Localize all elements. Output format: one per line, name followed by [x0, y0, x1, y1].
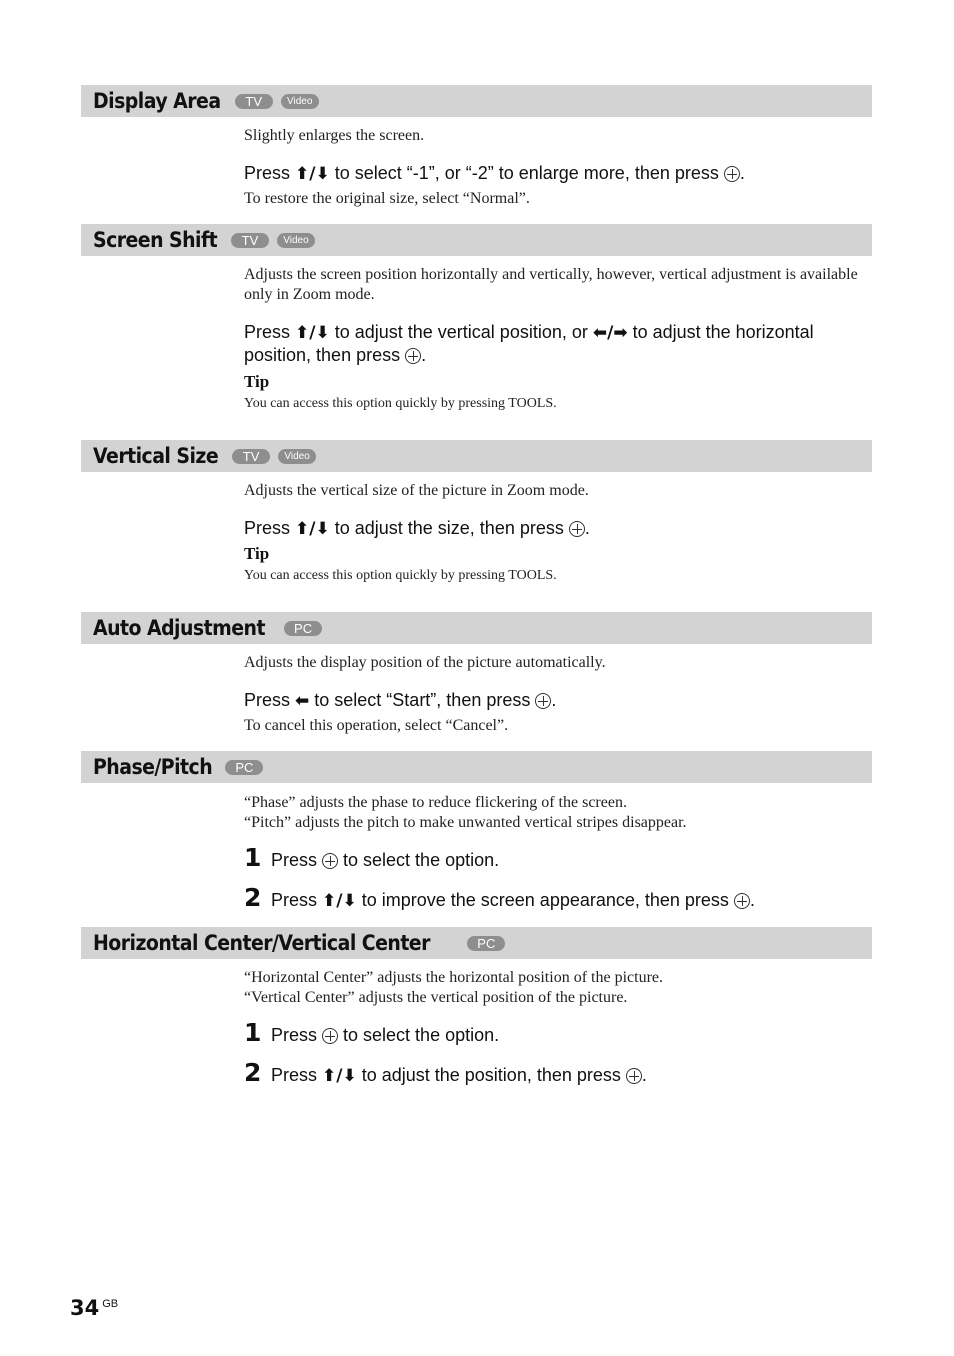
video-badge: Video [277, 233, 315, 248]
description-line: “Horizontal Center” adjusts the horizontal position of the picture. [244, 969, 663, 986]
enter-button-icon [322, 1028, 338, 1044]
section-header [81, 927, 872, 959]
pc-badge: PC [284, 621, 322, 636]
enter-button-icon [405, 348, 421, 364]
section-auto-adjustment [81, 612, 872, 736]
section-header [81, 612, 872, 644]
tip-label: Tip [244, 544, 270, 563]
left-right-arrow-icon: ⬅/➡ [592, 323, 628, 343]
step-2: 2 Press ⬆/⬇ to improve the screen appearance, then press . [244, 883, 755, 912]
page-suffix: GB [102, 1298, 119, 1310]
up-down-arrow-icon: ⬆/⬇ [295, 323, 330, 343]
section-title: Auto Adjustment [93, 616, 265, 640]
tip-label: Tip [244, 372, 270, 391]
section-description: Adjusts the screen position horizontally and vertically, however, vertical adjustment is available only in Zoom mode. [244, 266, 858, 303]
section-title: Phase/Pitch [93, 755, 213, 779]
note: To cancel this operation, select “Cancel”. [244, 717, 509, 734]
section-description: Slightly enlarges the screen. [244, 127, 425, 144]
instruction: Press ⬅ to select “Start”, then press . [244, 690, 557, 711]
section-phase-pitch [81, 751, 872, 912]
tip-text: You can access this option quickly by pressing TOOLS. [244, 568, 557, 583]
section-header [81, 751, 872, 783]
tv-badge: TV [235, 94, 273, 109]
tv-badge: TV [231, 233, 269, 248]
section-horizontal-vertical-center [81, 927, 872, 1087]
step-1: 1 Press to select the option. [244, 1018, 500, 1047]
video-badge: Video [281, 94, 319, 109]
section-description: Adjusts the vertical size of the picture in Zoom mode. [244, 482, 589, 499]
tv-badge: TV [232, 449, 270, 464]
step-1: 1 Press to select the option. [244, 843, 500, 872]
page-number: 34 $^{GB}$ [70, 1296, 119, 1320]
section-title: Horizontal Center/Vertical Center [93, 931, 430, 955]
tip-text: You can access this option quickly by pressing TOOLS. [244, 396, 557, 411]
enter-button-icon [734, 893, 750, 909]
enter-button-icon [626, 1068, 642, 1084]
section-title: Display Area [93, 89, 221, 113]
section-vertical-size [81, 440, 872, 584]
up-down-arrow-icon: ⬆/⬇ [322, 1066, 357, 1086]
description-line: “Vertical Center” adjusts the vertical position of the picture. [244, 989, 628, 1006]
enter-button-icon [724, 166, 740, 182]
section-screen-shift [81, 224, 872, 412]
section-header [81, 224, 872, 256]
section-title: Screen Shift [93, 228, 218, 252]
enter-button-icon [535, 693, 551, 709]
up-down-arrow-icon: ⬆/⬇ [322, 891, 357, 911]
step-number: 2 [244, 883, 262, 912]
enter-button-icon [569, 521, 585, 537]
step-number: 1 [244, 843, 262, 872]
section-header [81, 440, 872, 472]
step-2: 2 Press ⬆/⬇ to adjust the position, then press . [244, 1058, 647, 1087]
left-arrow-icon: ⬅ [295, 691, 310, 711]
pc-badge: PC [467, 936, 505, 951]
up-down-arrow-icon: ⬆/⬇ [295, 519, 330, 539]
description-line: “Pitch” adjusts the pitch to make unwanted vertical stripes disappear. [244, 814, 687, 831]
pc-badge: PC [225, 760, 263, 775]
section-title: Vertical Size [93, 444, 219, 468]
enter-button-icon [322, 853, 338, 869]
step-number: 2 [244, 1058, 262, 1087]
up-down-arrow-icon: ⬆/⬇ [295, 164, 330, 184]
instruction: Press ⬆/⬇ to adjust the size, then press . [244, 518, 590, 539]
instruction: Press ⬆/⬇ to adjust the vertical position, or ⬅/➡ to adjust the horizontal position, then press . [244, 322, 814, 365]
section-description: Adjusts the display position of the picture automatically. [244, 654, 606, 671]
note: To restore the original size, select “Normal”. [244, 190, 530, 207]
video-badge: Video [278, 449, 316, 464]
step-number: 1 [244, 1018, 262, 1047]
section-display-area [81, 85, 872, 209]
instruction: Press ⬆/⬇ to select “-1”, or “-2” to enlarge more, then press . [244, 163, 745, 184]
section-header [81, 85, 872, 117]
description-line: “Phase” adjusts the phase to reduce flickering of the screen. [244, 794, 627, 811]
